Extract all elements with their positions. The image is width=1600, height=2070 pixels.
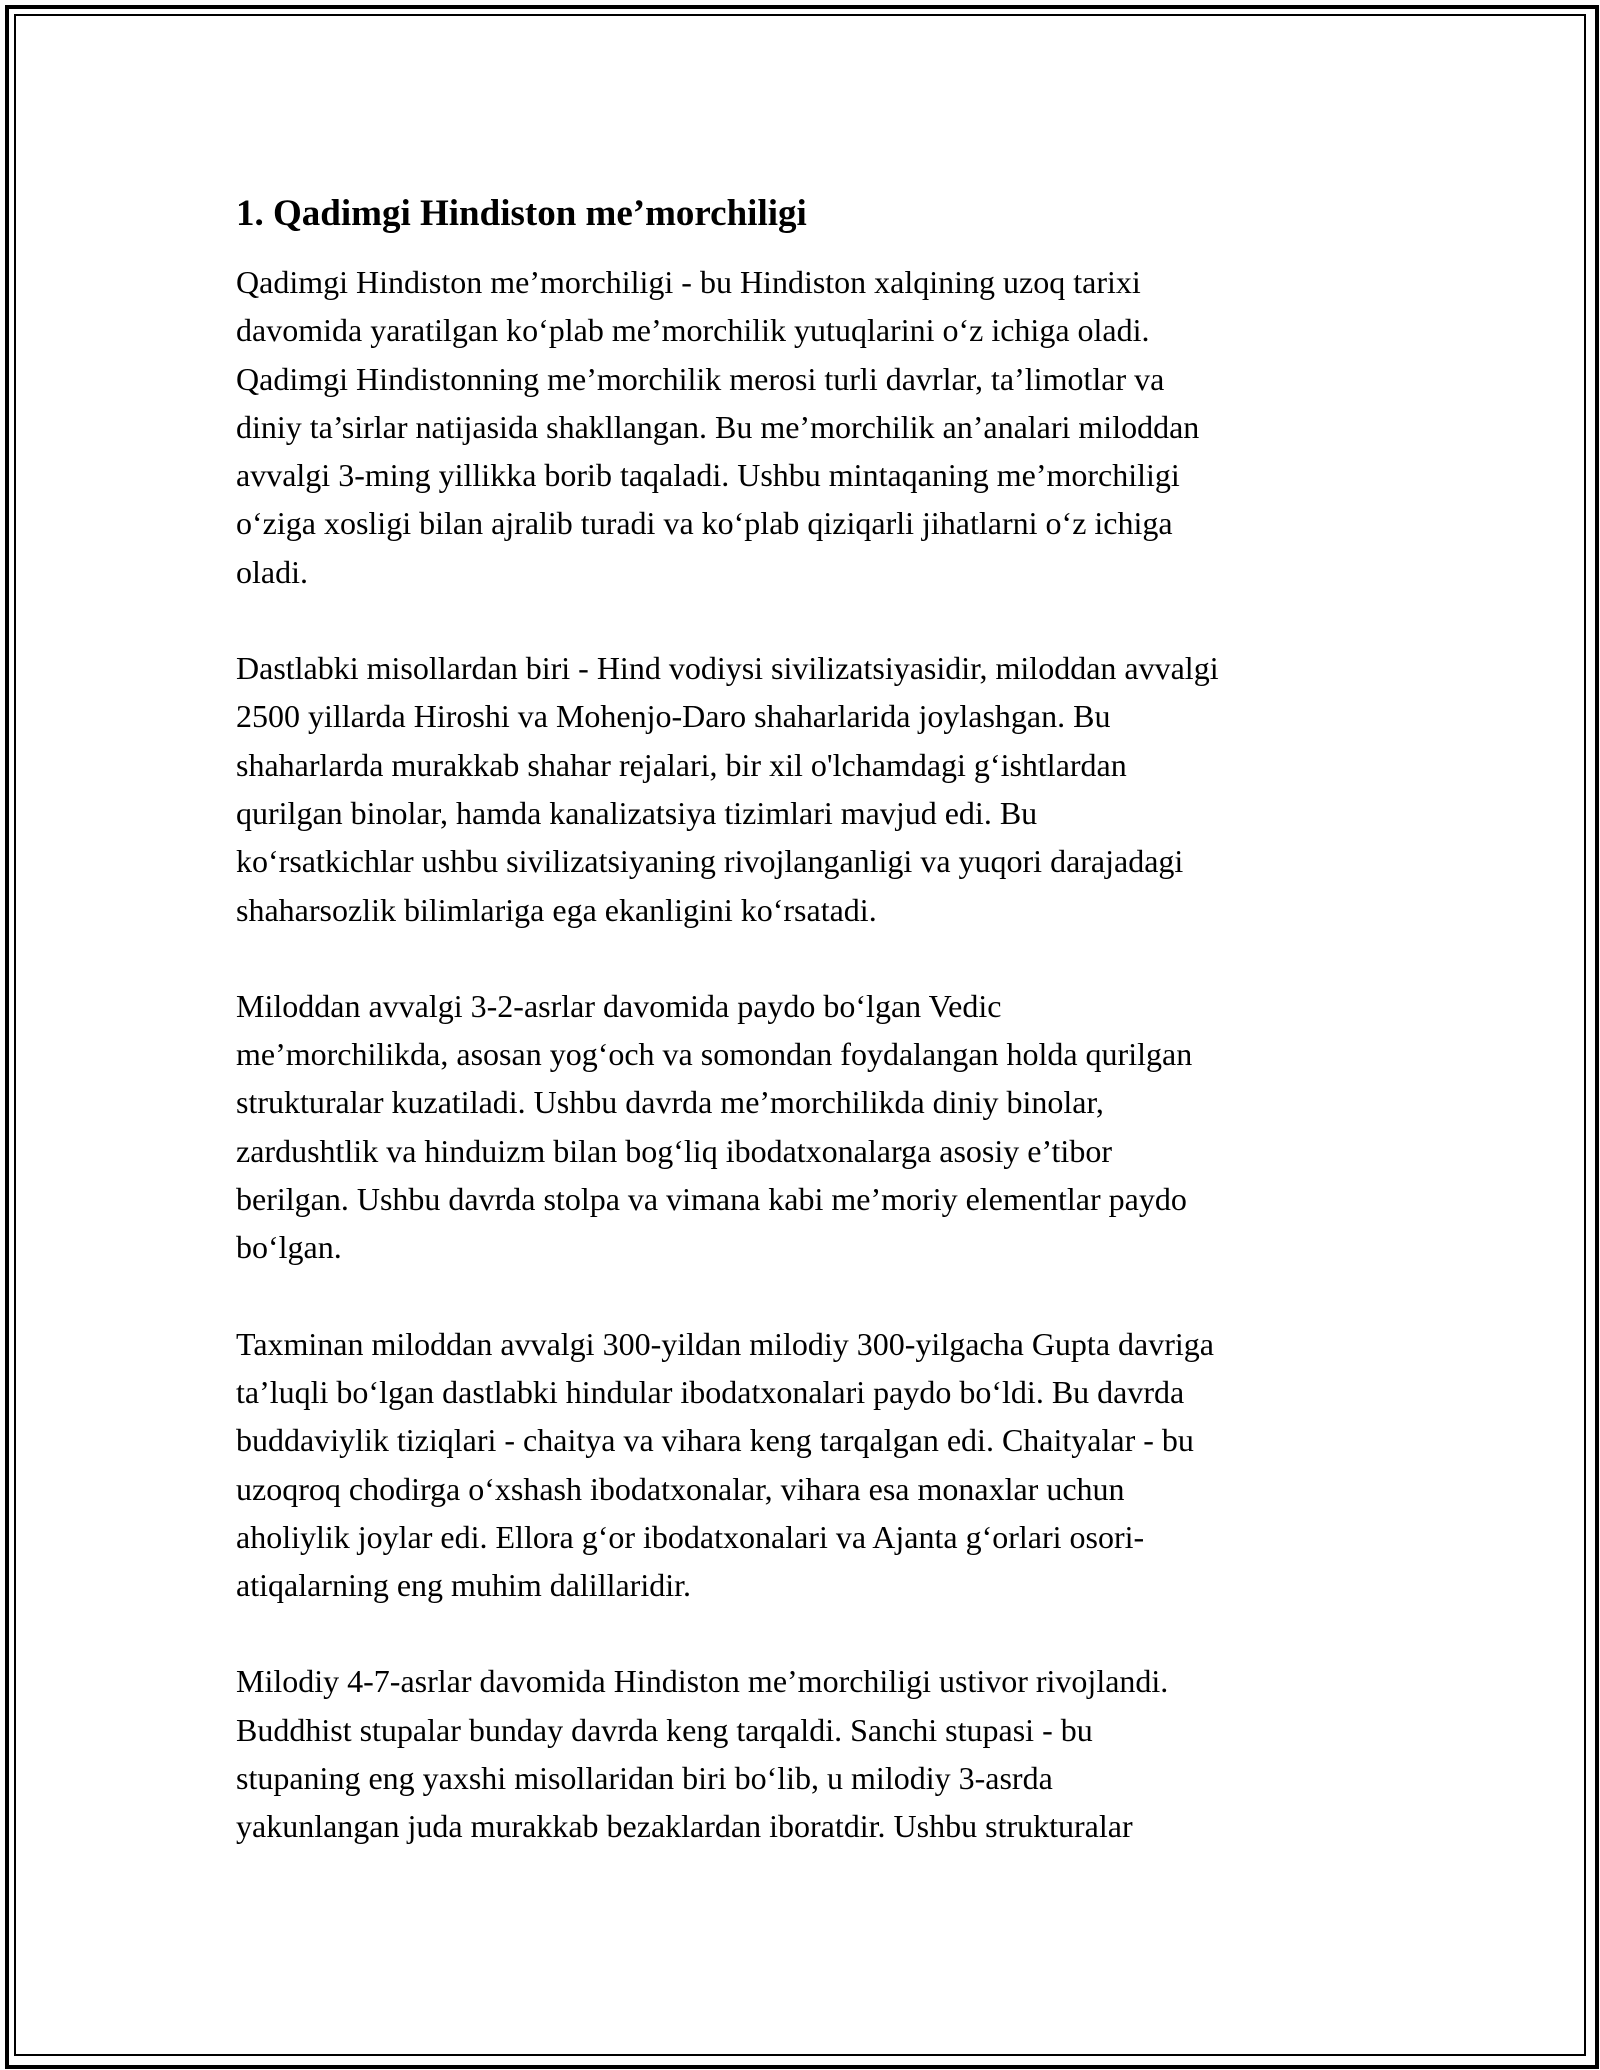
- paragraph-1: Qadimgi Hindiston me’morchiligi - bu Hindiston xalqining uzoq tarixi davomida yaratilgan ko‘plab me’morchilik yutuqlarini o‘z ichiga oladi. Qadimgi Hindistonning me’morchilik merosi turli davrlar, ta’limotlar va diniy ta’sirlar natijasida shakllangan. Bu me’morchilik an’analari miloddan avvalgi 3-ming yillikka borib taqaladi. Ushbu mintaqaning me’morchiligi o‘ziga xosligi bilan ajralib turadi va ko‘plab qiziqarli jihatlarni o‘z ichiga oladi.: [236, 264, 1200, 590]
- paragraph-5: Milodiy 4-7-asrlar davomida Hindiston me’morchiligi ustivor rivojlandi. Buddhist stupalar bunday davrda keng tarqaldi. Sanchi stupasi - bu stupaning eng yaxshi misollaridan biri bo‘lib, u milodiy 3-asrda yakunlangan juda murakkab bezaklardan iboratdir. Ushbu strukturalar: [236, 1663, 1169, 1845]
- section-heading: 1. Qadimgi Hindiston me’morchiligi: [236, 193, 807, 234]
- paragraph-3: Miloddan avvalgi 3-2-asrlar davomida paydo bo‘lgan Vedic me’morchilikda, asosan yog‘och va somondan foydalangan holda qurilgan strukturalar kuzatiladi. Ushbu davrda me’morchilikda diniy binolar, zardushtlik va hinduizm bilan bog‘liq ibodatxonalarga asosiy e’tibor berilgan. Ushbu davrda stolpa va vimana kabi me’moriy elementlar paydo bo‘lgan.: [236, 987, 1193, 1266]
- paragraph-2: Dastlabki misollardan biri - Hind vodiysi sivilizatsiyasidir, miloddan avvalgi 2500 yillarda Hiroshi va Mohenjo-Daro shaharlarida joylashgan. Bu shaharlarda murakkab shahar rejalari, bir xil o'lchamdagi g‘ishtlardan qurilgan binolar, hamda kanalizatsiya tizimlari mavjud edi. Bu ko‘rsatkichlar ushbu sivilizatsiyaning rivojlanganligi va yuqori darajadagi shaharsozlik bilimlariga ega ekanligini ko‘rsatadi.: [236, 650, 1219, 928]
- document-body: [236, 188, 1376, 1899]
- paragraph-4: Taxminan miloddan avvalgi 300-yildan milodiy 300-yilgacha Gupta davriga ta’luqli bo‘lgan dastlabki hindular ibodatxonalari paydo bo‘ldi. Bu davrda buddaviylik tiziqlari - chaitya va vihara keng tarqalgan edi. Chaityalar - bu uzoqroq chodirga o‘xshash ibodatxonalar, vihara esa monaxlar uchun aholiylik joylar edi. Ellora g‘or ibodatxonalari va Ajanta g‘orlari osori- atiqalarning eng muhim dalillaridir.: [236, 1325, 1214, 1604]
